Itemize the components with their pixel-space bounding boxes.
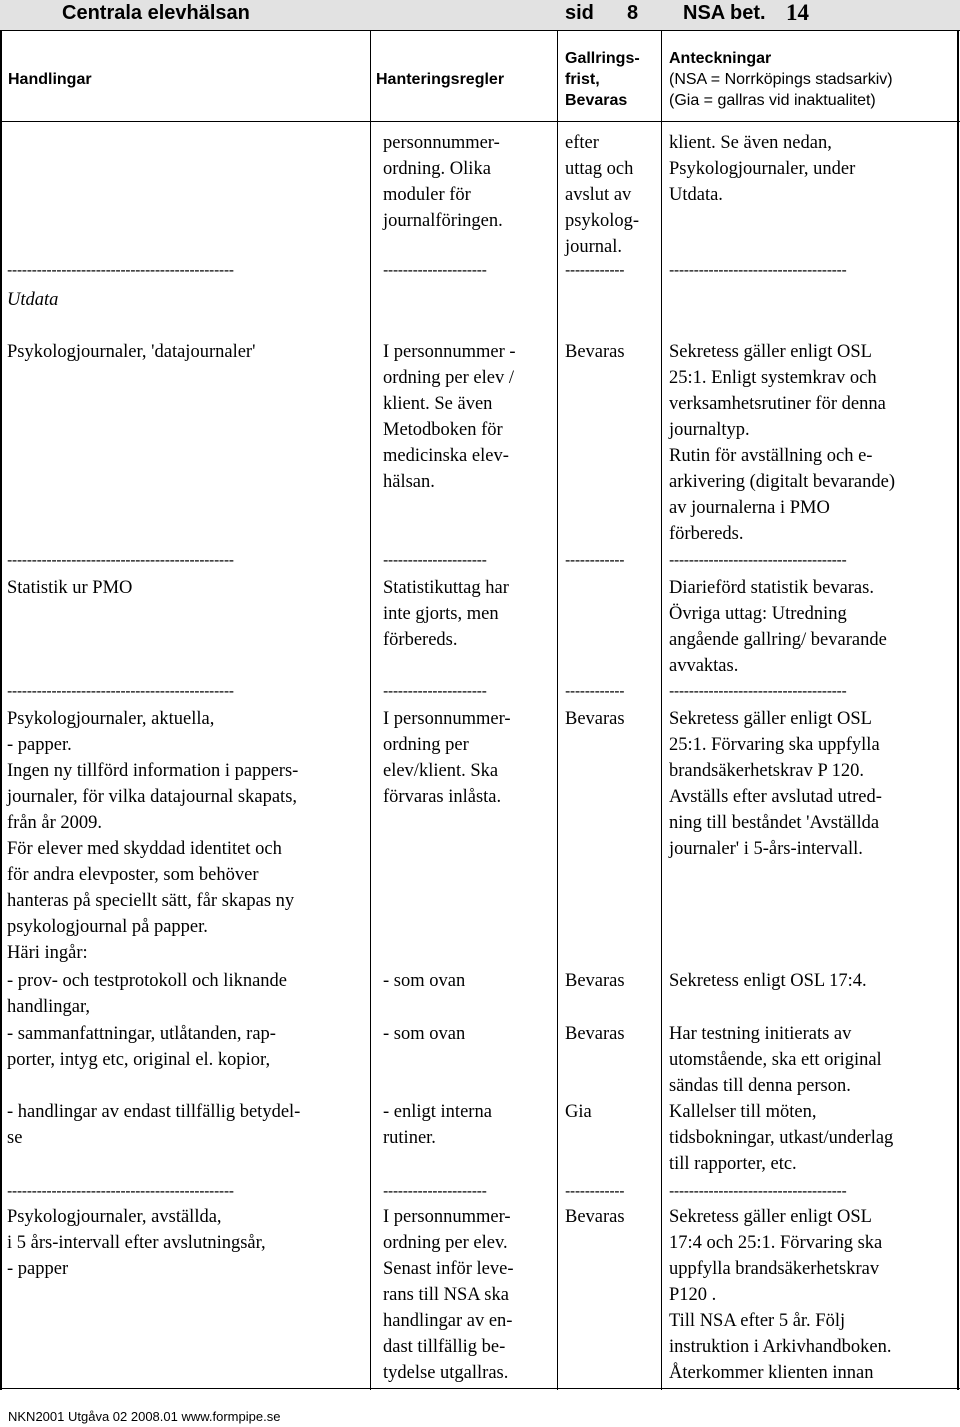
r2-handlingar: Statistik ur PMO — [7, 578, 133, 598]
separator-col2: --------------------- — [383, 262, 487, 279]
r4-gallring: Bevaras — [565, 971, 625, 991]
column-header-row — [0, 30, 960, 122]
column-header-gallring-line2: frist, — [565, 71, 600, 88]
table-border-left — [0, 30, 2, 1390]
r5-gallring: Bevaras — [565, 1024, 625, 1044]
r6-hanteringsregler: - enligt interna rutiner. — [383, 1102, 492, 1148]
r1-anteckningar: Sekretess gäller enligt OSL 25:1. Enligt systemkrav och verksamhetsrutiner för denna journaltyp. Rutin för avställning och e- arkivering (digitalt bevarande) av journalerna i PMO förbereds. — [669, 342, 896, 544]
separator-col1: ---------------------------------------------- — [7, 683, 234, 700]
nsa-label: NSA bet. — [683, 2, 766, 24]
r7-gallring: Bevaras — [565, 1207, 625, 1227]
separator-col1: ---------------------------------------------- — [7, 1183, 234, 1200]
r0-gallring: efter uttag och avslut av psykolog- journal. — [565, 133, 639, 257]
separator-col4: ------------------------------------ — [669, 262, 847, 279]
r5-hanteringsregler: - som ovan — [383, 1024, 466, 1044]
document-title: Centrala elevhälsan — [62, 2, 250, 24]
page-label: sid — [565, 2, 594, 24]
column-header-hanteringsregler: Hanteringsregler — [376, 71, 505, 88]
r3-gallring: Bevaras — [565, 709, 625, 729]
separator-col4: ------------------------------------ — [669, 683, 847, 700]
anteckningar-legend-gia: (Gia = gallras vid inaktualitet) — [669, 92, 876, 109]
r3-handlingar: Psykologjournaler, aktuella, - papper. Ingen ny tillförd information i pappers- journaler, för vilka datajournal skapats, från år 2009. För elever med skyddad identitet och för andra elevposter, som behöver hanteras på speciellt sätt, får skapas ny psykologjournal på papper. Häri ingår: — [7, 709, 299, 963]
separator-col3: ------------ — [565, 683, 625, 700]
r0-anteckningar: klient. Se även nedan, Psykologjournaler, under Utdata. — [669, 133, 856, 205]
separator-col3: ------------ — [565, 552, 625, 569]
r3-hanteringsregler: I personnummer- ordning per elev/klient. Ska förvaras inlåsta. — [383, 709, 511, 807]
separator-col3: ------------ — [565, 1183, 625, 1200]
r4-anteckningar: Sekretess enligt OSL 17:4. — [669, 971, 867, 991]
r2-anteckningar: Diarieförd statistik bevaras. Övriga uttag: Utredning angående gallring/ bevarande avvaktas. — [669, 578, 887, 676]
r1-hanteringsregler: I personnummer - ordning per elev / klient. Se även Metodboken för medicinska elev- hälsan. — [383, 342, 516, 492]
r3-anteckningar: Sekretess gäller enligt OSL 25:1. Förvaring ska uppfylla brandsäkerhetskrav P 120. Avställs efter avslutad utred- ning till beståndet 'Avställda journaler' i 5-års-intervall. — [669, 709, 882, 859]
separator-col2: --------------------- — [383, 683, 487, 700]
section-heading-utdata: Utdata — [7, 290, 59, 310]
table-border-bottom — [0, 1388, 960, 1389]
r7-hanteringsregler: I personnummer- ordning per elev. Senast inför leve- rans till NSA ska handlingar av en- dast tillfällig be- tydelse utgallras. — [383, 1207, 514, 1383]
column-divider-1 — [370, 30, 371, 1390]
column-divider-2 — [557, 30, 558, 1390]
r0-hanteringsregler: personnummer- ordning. Olika moduler för journalföringen. — [383, 133, 503, 231]
r7-handlingar: Psykologjournaler, avställda, i 5 års-intervall efter avslutningsår, - papper — [7, 1207, 266, 1279]
r2-hanteringsregler: Statistikuttag har inte gjorts, men förbereds. — [383, 578, 509, 650]
column-header-handlingar: Handlingar — [8, 71, 92, 88]
column-header-gallring-line1: Gallrings- — [565, 50, 640, 67]
r7-anteckningar: Sekretess gäller enligt OSL 17:4 och 25:1. Förvaring ska uppfylla brandsäkerhetskrav P120 . Till NSA efter 5 år. Följ instruktion i Arkivhandboken. Återkommer klienten innan — [669, 1207, 892, 1383]
r1-handlingar: Psykologjournaler, 'datajournaler' — [7, 342, 256, 362]
separator-col4: ------------------------------------ — [669, 552, 847, 569]
separator-col2: --------------------- — [383, 1183, 487, 1200]
anteckningar-legend-nsa: (NSA = Norrköpings stadsarkiv) — [669, 71, 893, 88]
r4-hanteringsregler: - som ovan — [383, 971, 466, 991]
column-header-anteckningar — [669, 48, 893, 111]
separator-col2: --------------------- — [383, 552, 487, 569]
column-divider-3 — [661, 30, 662, 1390]
page-number: 8 — [627, 2, 639, 24]
r1-gallring: Bevaras — [565, 342, 625, 362]
r6-gallring: Gia — [565, 1102, 592, 1122]
nsa-number: 14 — [786, 0, 809, 25]
r4-handlingar: - prov- och testprotokoll och liknande handlingar, — [7, 971, 288, 1017]
r6-handlingar: - handlingar av endast tillfällig betydel- se — [7, 1102, 301, 1148]
separator-col1: ---------------------------------------------- — [7, 262, 234, 279]
page-footer: NKN2001 Utgåva 02 2008.01 www.formpipe.se — [8, 1409, 281, 1424]
anteckningar-title: Anteckningar — [669, 50, 772, 67]
separator-col3: ------------ — [565, 262, 625, 279]
r6-anteckningar: Kallelser till möten, tidsbokningar, utkast/underlag till rapporter, etc. — [669, 1102, 894, 1174]
r5-anteckningar: Har testning initierats av utomstående, ska ett original sändas till denna person. — [669, 1024, 882, 1096]
separator-col1: ---------------------------------------------- — [7, 552, 234, 569]
column-header-gallring-line3: Bevaras — [565, 92, 628, 109]
document-header-bar — [0, 0, 960, 30]
table-border-right — [957, 30, 959, 1390]
separator-col4: ------------------------------------ — [669, 1183, 847, 1200]
r5-handlingar: - sammanfattningar, utlåtanden, rap- porter, intyg etc, original el. kopior, — [7, 1024, 276, 1070]
